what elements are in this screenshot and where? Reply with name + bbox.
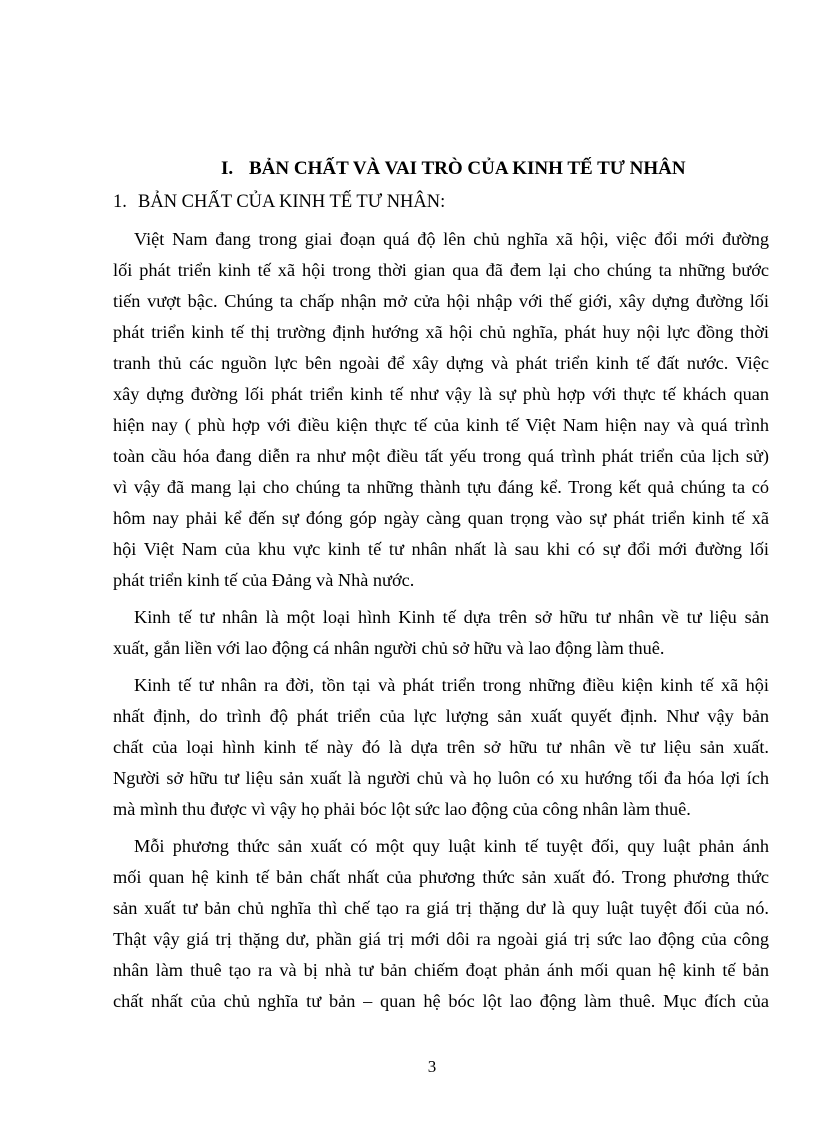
paragraph-line: vì vậy đã mang lại cho chúng ta những thành tựu đáng kể. Trong kết quả chúng ta có [113,477,769,497]
paragraph [113,670,769,825]
paragraph-line: xuất, gắn liền với lao động cá nhân người chủ sở hữu và lao động làm thuê. [113,638,665,658]
section-heading [221,158,686,180]
paragraph-line: Mỗi phương thức sản xuất có một quy luật kinh tế tuyệt đối, quy luật phản ánh [134,836,769,856]
page-number: 3 [427,1057,437,1076]
subsection-heading [113,192,445,213]
section-number: I. [221,158,234,179]
subsection-title: BẢN CHẤT CỦA KINH TẾ TƯ NHÂN: [138,192,446,212]
section-title: BẢN CHẤT VÀ VAI TRÒ CỦA KINH TẾ TƯ NHÂN [249,158,686,179]
paragraph-line: hiện nay ( phù hợp với điều kiện thực tế của kinh tế Việt Nam hiện nay và quá trình [113,415,769,435]
body-text [113,224,769,1023]
paragraph [113,602,769,664]
paragraph-line: phát triển kinh tế thị trường định hướng xã hội chủ nghĩa, phát huy nội lực đồng thời [113,322,769,342]
paragraph-line: tranh thủ các nguồn lực bên ngoài để xây dựng và phát triển kinh tế đất nước. Việc [113,353,769,373]
paragraph-line: nhân làm thuê tạo ra và bị nhà tư bản chiếm đoạt phản ánh mối quan hệ kinh tế bản [113,960,769,980]
paragraph-line: nhất định, do trình độ phát triển của lực lượng sản xuất quyết định. Như vậy bản [113,706,769,726]
paragraph-line: chất của loại hình kinh tế này đó là dựa trên sở hữu tư nhân về tư liệu sản xuất. [113,737,769,757]
paragraph [113,831,769,1017]
paragraph-line: toàn cầu hóa đang diễn ra như một điều tất yếu trong quá trình phát triển của lịch sử) [113,446,769,466]
paragraph-line: Người sở hữu tư liệu sản xuất là người chủ và họ luôn có xu hướng tối đa hóa lợi ích [113,768,769,788]
paragraph-line: Việt Nam đang trong giai đoạn quá độ lên chủ nghĩa xã hội, việc đổi mới đường [134,229,769,249]
subsection-number: 1. [113,192,127,212]
paragraph-line: mối quan hệ kinh tế bản chất nhất của phương thức sản xuất đó. Trong phương thức [113,867,769,887]
paragraph-line: hôm nay phải kể đến sự đóng góp ngày càng quan trọng vào sự phát triển kinh tế xã [113,508,769,528]
paragraph-line: phát triển kinh tế của Đảng và Nhà nước. [113,570,415,590]
paragraph-line: Kinh tế tư nhân ra đời, tồn tại và phát triển trong những điều kiện kinh tế xã hội [134,675,769,695]
paragraph-line: hội Việt Nam của khu vực kinh tế tư nhân nhất là sau khi có sự đổi mới đường lối [113,539,769,559]
paragraph-line: mà mình thu được vì vậy họ phải bóc lột sức lao động của công nhân làm thuê. [113,799,691,819]
paragraph-line: xây dựng đường lối phát triển kinh tế như vậy là sự phù hợp với thực tế khách quan [113,384,769,404]
paragraph-line: chất nhất của chủ nghĩa tư bản – quan hệ bóc lột lao động làm thuê. Mục đích của [113,991,769,1011]
paragraph-line: sản xuất tư bản chủ nghĩa thì chế tạo ra giá trị thặng dư là quy luật tuyệt đối của nó. [113,898,769,918]
paragraph-line: Kinh tế tư nhân là một loại hình Kinh tế dựa trên sở hữu tư nhân về tư liệu sản [134,607,769,627]
paragraph-line: tiến vượt bậc. Chúng ta chấp nhận mở cửa hội nhập với thế giới, xây dựng đường lối [113,291,769,311]
paragraph-line: lối phát triển kinh tế xã hội trong thời gian qua đã đem lại cho chúng ta những bước [113,260,769,280]
paragraph-line: Thật vậy giá trị thặng dư, phần giá trị mới dôi ra ngoài giá trị sức lao động của công [113,929,769,949]
paragraph [113,224,769,596]
